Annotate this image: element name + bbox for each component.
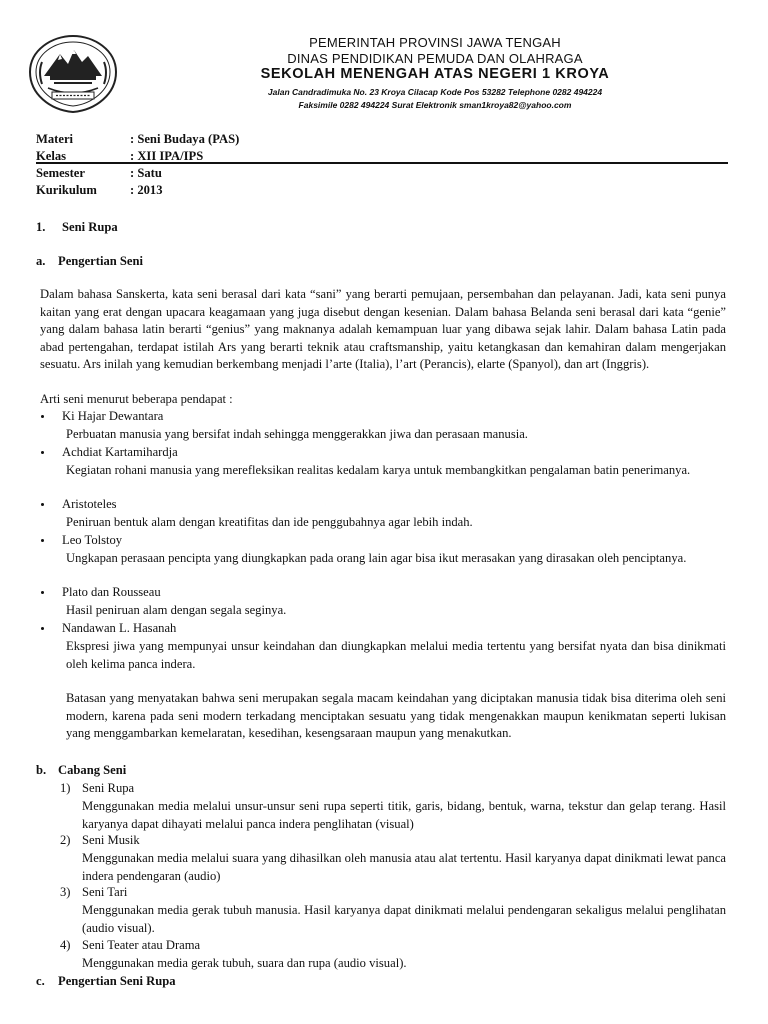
letterhead-address: Jalan Candradimuka No. 23 Kroya Cilacap Kode Pos 53282 Telephone 0282 494224 xyxy=(267,87,603,97)
central-java-emblem-icon xyxy=(24,32,122,114)
meta-value: : Seni Budaya (PAS) xyxy=(130,132,240,146)
letterhead-contact: Faksimile 0282 494224 Surat Elektronik sman1kroya82@yahoo.com xyxy=(298,100,572,110)
section-number: 1. xyxy=(36,220,46,234)
branch-description: Menggunakan media melalui unsur-unsur seni rupa seperti titik, garis, bidang, bentuk, warna, tekstur dan gelap terang. Hasil karyanya dapat dihayati melalui panca indera penglihatan (visual) xyxy=(82,799,726,831)
section-title: Seni Rupa xyxy=(62,220,118,234)
opinion-text: Ekspresi jiwa yang mempunyai unsur keindahan dan diungkapkan melalui media tertentu yang bersifat nyata dan bisa dinikmati oleh kelima panca indera. xyxy=(66,639,726,671)
paragraph-batasan: Batasan yang menyatakan bahwa seni merupakan segala macam keindahan yang diciptakan manusia tidak bisa diterima oleh seni modern, karena pada seni modern terkadang menciptakan sesuatu yang tidak mengenakkan maupun kenikmatan seperti lukisan yang menggambarkan kemelaratan, kesedihan, kesengsaraan maupun yang menakutkan. xyxy=(66,691,726,740)
opinion-name: Achdiat Kartamihardja xyxy=(62,445,178,459)
branch-name: Seni Tari xyxy=(82,885,128,899)
branch-number: 2) xyxy=(60,833,71,847)
meta-value: : 2013 xyxy=(130,183,163,197)
subsection-b-label: b. xyxy=(36,763,47,777)
letterhead-school-name: SEKOLAH MENENGAH ATAS NEGERI 1 KROYA xyxy=(260,66,610,82)
subsection-c-title: Pengertian Seni Rupa xyxy=(58,974,176,988)
letterhead xyxy=(0,26,768,128)
bullet-icon xyxy=(40,534,48,542)
branch-name: Seni Rupa xyxy=(82,781,135,795)
opinion-text: Kegiatan rohani manusia yang merefleksikan realitas kedalam karya untuk membangkitkan pengalaman batin penerimanya. xyxy=(66,463,691,477)
opinion-name: Nandawan L. Hasanah xyxy=(62,621,177,635)
branch-number: 4) xyxy=(60,938,71,952)
meta-value: : Satu xyxy=(130,166,162,180)
letterhead-line-agency: DINAS PENDIDIKAN PEMUDA DAN OLAHRAGA xyxy=(287,51,583,66)
branch-name: Seni Teater atau Drama xyxy=(82,938,201,952)
opinion-name: Aristoteles xyxy=(62,497,117,511)
subsection-a-title: Pengertian Seni xyxy=(58,254,144,268)
meta-key: Kurikulum xyxy=(36,183,97,197)
meta-key: Semester xyxy=(36,166,85,180)
branch-number: 1) xyxy=(60,781,71,795)
branch-name: Seni Musik xyxy=(82,833,140,847)
opinion-name: Leo Tolstoy xyxy=(62,533,123,547)
opinion-text: Hasil peniruan alam dengan segala seginya. xyxy=(66,603,287,617)
branch-number: 3) xyxy=(60,885,71,899)
branch-description: Menggunakan media gerak tubuh manusia. Hasil karyanya dapat dinikmati melalui pendengaran sekaligus melalui penglihatan (audio visual). xyxy=(82,903,726,935)
meta-key: Kelas xyxy=(36,149,67,163)
opinion-text: Peniruan bentuk alam dengan kreatifitas dan ide penggubahnya agar lebih indah. xyxy=(66,515,473,529)
header-divider xyxy=(36,162,728,164)
bullet-icon xyxy=(40,622,48,630)
opinion-name: Ki Hajar Dewantara xyxy=(62,409,164,423)
letterhead-line-government: PEMERINTAH PROVINSI JAWA TENGAH xyxy=(309,35,561,50)
opinion-name: Plato dan Rousseau xyxy=(62,585,161,599)
bullet-icon xyxy=(40,586,48,594)
paragraph-pengertian-seni: Dalam bahasa Sanskerta, kata seni berasal dari kata “sani” yang berarti pemujaan, persembahan dan pelayanan. Jadi, kata seni punya kaitan yang erat dengan upacara keagamaan yang juga disebut dengan kesenian. Dalam bahasa Belanda seni berasal dari kata “genie” yang dalam bahasa latin berarti “genius” yang maknanya adalah kemampuan luar yang dibawa sejak lahir. Dalam bahasa Latin pada abad pertengahan, terdapat istilah Ars yang berarti teknik atau craftsmanship, yaitu ketangkasan dan kemahiran dalam mengerjakan sesuatu. Ars inilah yang kemudian berkembang menjadi l’arte (Italia), l’art (Perancis), elarte (Spanyol), dan art (Inggris). xyxy=(40,287,726,371)
branch-description: Menggunakan media gerak tubuh, suara dan rupa (audio visual). xyxy=(82,956,407,970)
subsection-a-label: a. xyxy=(36,254,46,268)
opinion-text: Ungkapan perasaan pencipta yang diungkapkan pada orang lain agar bisa ikut merasakan yang dirasakan oleh penciptanya. xyxy=(66,551,687,565)
bullet-icon xyxy=(40,410,48,418)
subsection-b-title: Cabang Seni xyxy=(58,763,127,777)
bullet-icon xyxy=(40,498,48,506)
bullet-icon xyxy=(40,446,48,454)
meta-key: Materi xyxy=(36,132,74,146)
opinions-intro: Arti seni menurut beberapa pendapat : xyxy=(40,392,233,406)
opinion-text: Perbuatan manusia yang bersifat indah sehingga menggerakkan jiwa dan perasaan manusia. xyxy=(66,427,528,441)
subsection-c-label: c. xyxy=(36,974,45,988)
meta-value: : XII IPA/IPS xyxy=(130,149,204,163)
branch-description: Menggunakan media melalui suara yang dihasilkan oleh manusia atau alat tertentu. Hasil karyanya dapat dinikmati lewat panca indera pendengaran (audio) xyxy=(82,851,726,883)
